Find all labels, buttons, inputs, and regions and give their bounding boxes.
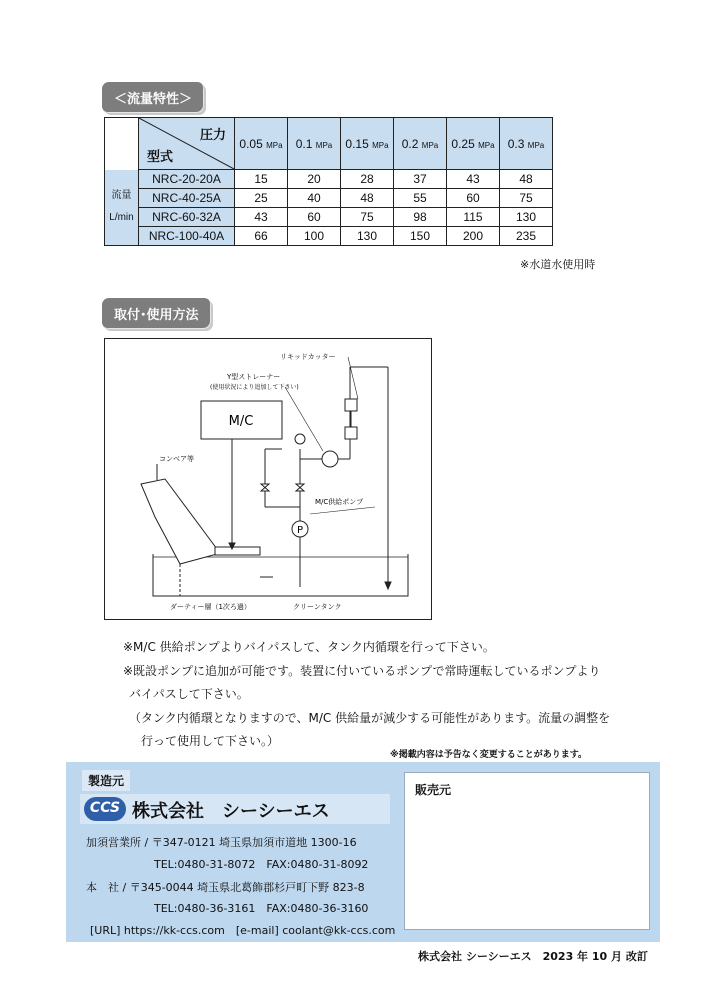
office-address-hq: 本 社 / 〒345-0044 埼玉県北葛飾郡杉戸町下野 823-8 (86, 881, 365, 894)
table-row (105, 189, 553, 208)
office-tel-kazo: TEL:0480-31-8072 FAX:0480-31-8092 (154, 858, 369, 871)
maker-label: 製造元 (82, 770, 130, 791)
value-cell: 115 (447, 208, 500, 227)
value-cell: 28 (341, 170, 394, 189)
header-model: 型式 (147, 149, 174, 164)
model-cell: NRC-60-32A (139, 208, 235, 227)
pump-leader (310, 507, 375, 514)
clean-tank-label: クリーンタンク (293, 603, 342, 611)
row-label-unit: L/min (109, 212, 134, 224)
y-strainer-symbol (322, 451, 338, 467)
pressure-header-0: 0.05 MPa (235, 118, 288, 170)
liquid-cutter-label: リキッドカッター (280, 353, 336, 361)
pressure-header-5: 0.3 MPa (500, 118, 553, 170)
model-cell: NRC-40-25A (139, 189, 235, 208)
value-cell: 100 (288, 227, 341, 246)
row-label-flow: 流量 (111, 190, 132, 202)
table-row (105, 227, 553, 246)
value-cell: 48 (341, 189, 394, 208)
table-row (105, 208, 553, 227)
value-cell: 235 (500, 227, 553, 246)
valve-bypass (296, 484, 304, 491)
dirty-tank-label: ダーティー層（1次ろ過） (170, 603, 251, 611)
header-diagonal-cell (139, 118, 235, 170)
value-cell: 43 (235, 208, 288, 227)
office-tel-hq: TEL:0480-36-3161 FAX:0480-36-3160 (154, 902, 369, 915)
seller-box (404, 772, 650, 930)
value-cell: 66 (235, 227, 288, 246)
usage-notes (117, 636, 611, 754)
value-cell: 37 (394, 170, 447, 189)
value-cell: 60 (288, 208, 341, 227)
pressure-gauge (295, 434, 305, 444)
revision-note: 株式会社 シーシーエス 2023 年 10 月 改訂 (418, 950, 648, 963)
installation-diagram-svg (105, 339, 431, 619)
ccs-logo-text: CCS (89, 800, 121, 816)
contact-links[interactable]: [URL] https://kk-ccs.com [e-mail] coolant@kk-ccs.com (90, 924, 396, 937)
value-cell: 130 (341, 227, 394, 246)
y-strainer-note: (使用状況により追加して下さい) (210, 384, 299, 391)
mc-label: M/C (228, 414, 254, 429)
note-line-1: ※M/C 供給ポンプよりバイパスして、タンク内循環を行って下さい。 (123, 640, 495, 654)
company-footer (66, 762, 660, 942)
company-name: 株式会社 シーシーエス (132, 801, 330, 822)
liquid-cutter-upper (345, 399, 357, 411)
header-pressure: 圧力 (199, 127, 226, 142)
pressure-header-3: 0.2 MPa (394, 118, 447, 170)
return-arrow (385, 582, 391, 589)
conveyor-shape (141, 479, 217, 564)
pressure-header-2: 0.15 MPa (341, 118, 394, 170)
value-cell: 98 (394, 208, 447, 227)
note-line-5: 行って使用して下さい。） (129, 734, 280, 748)
pump-symbol-label: P (296, 525, 304, 536)
conveyor-label: コンベア等 (159, 455, 194, 463)
model-cell: NRC-20-20A (139, 170, 235, 189)
note-line-2: ※既設ポンプに追加が可能です。装置に付いているポンプで常時運転しているポンプより (123, 663, 601, 678)
corner-cell (105, 118, 139, 170)
pump-label: M/C供給ポンプ (315, 498, 364, 506)
value-cell: 43 (447, 170, 500, 189)
value-cell: 60 (447, 189, 500, 208)
value-cell: 150 (394, 227, 447, 246)
disclaimer: ※掲載内容は予告なく変更することがあります。 (390, 750, 588, 760)
valve-mc (261, 484, 269, 491)
value-cell: 48 (500, 170, 553, 189)
model-cell: NRC-100-40A (139, 227, 235, 246)
liquid-cutter-lower (345, 427, 357, 439)
office-address-kazo: 加須営業所 / 〒347-0121 埼玉県加須市道地 1300-16 (86, 836, 357, 849)
value-cell: 25 (235, 189, 288, 208)
value-cell: 200 (447, 227, 500, 246)
value-cell: 130 (500, 208, 553, 227)
flow-section-title: ＜流量特性＞ (102, 82, 204, 113)
value-cell: 15 (235, 170, 288, 189)
install-section-title: 取付･使用方法 (102, 298, 211, 329)
value-cell: 20 (288, 170, 341, 189)
installation-diagram (104, 338, 432, 620)
company-logo-row (80, 794, 390, 824)
value-cell: 75 (500, 189, 553, 208)
value-cell: 55 (394, 189, 447, 208)
seller-label: 販売元 (415, 783, 452, 797)
ccs-logo (84, 797, 126, 821)
row-label-cell (105, 170, 139, 246)
y-strainer-label: Y型ストレーナー (227, 373, 281, 381)
value-cell: 40 (288, 189, 341, 208)
pressure-header-1: 0.1 MPa (288, 118, 341, 170)
note-line-3: バイパスして下さい。 (117, 687, 249, 701)
table-row (105, 170, 553, 189)
conveyor-outlet (215, 547, 260, 555)
value-cell: 75 (341, 208, 394, 227)
note-line-4: （タンク内循環となりますので、M/C 供給量が減少する可能性があります。流量の調整を (129, 710, 611, 725)
flow-characteristics-table (104, 117, 553, 246)
pressure-header-4: 0.25 MPa (447, 118, 500, 170)
water-note: ※水道水使用時 (520, 258, 596, 271)
